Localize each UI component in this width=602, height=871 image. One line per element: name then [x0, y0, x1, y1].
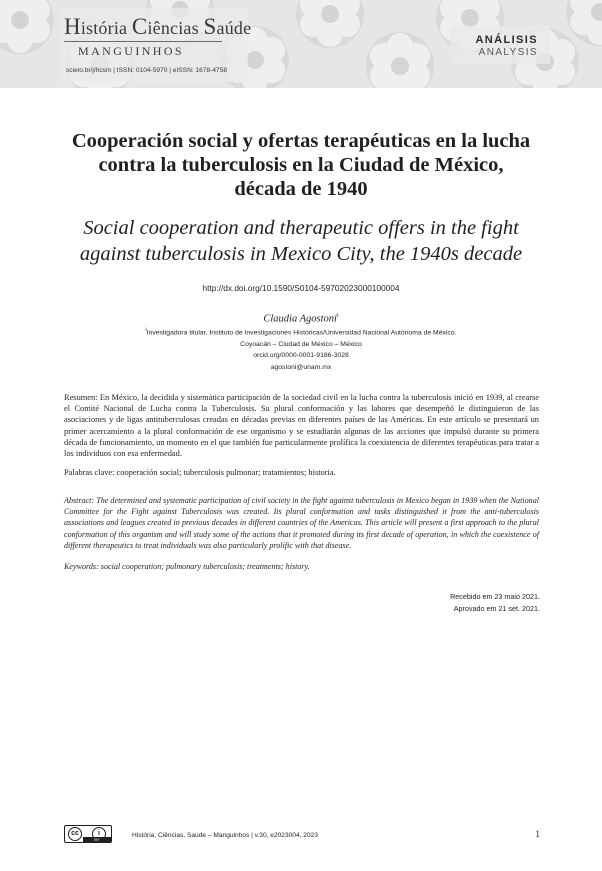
- journal-header: [0, 0, 602, 88]
- orcid-link[interactable]: orcid.org/0000-0001-9186-3028: [253, 352, 349, 360]
- affiliation-marker: i: [145, 327, 147, 333]
- keywords-es: Palabras clave: cooperación social; tuberculosis pulmonar; tratamientos; historia.: [64, 468, 336, 477]
- logo-divider: [64, 41, 222, 42]
- cc-icon: cc: [68, 827, 82, 841]
- author-affil-marker: i: [336, 313, 339, 319]
- page-footer: [64, 825, 540, 845]
- journal-logo: [64, 14, 252, 58]
- journal-logo-title: História Ciências Saúde: [64, 14, 252, 39]
- approved-date: Aprovado em 21 set. 2021.: [453, 604, 540, 613]
- page-number: 1: [535, 830, 540, 840]
- received-date: Recebido em 23 maio 2021.: [450, 592, 540, 601]
- section-label-es: ANÁLISIS: [475, 34, 538, 46]
- submission-dates: [450, 591, 540, 615]
- affiliation-line-1: [60, 325, 542, 339]
- abstract-es: Resumen: En México, la decidida y sistemática participación de la sociedad civil en la lucha contra la tuberculosis inició en 1939, al crearse el Comité Nacional de Lucha contra la Tuberculosis. Su plural conformación y las labores que desempeñó le distinguieron de las asociaciones y de ligas antituberculosas creadas en décadas previas en diferentes países de las Américas. En este artículo se presentará un primer acercamiento a la plural conformación de ese organismo y se estudiarán algunas de las acciones que impulsó durante su primera década de funcionamiento, un momento en el que también fue particularmente prolífica la coexistencia de diferentes terapéuticas para tratar a los individuos con esa enfermedad.: [64, 393, 539, 459]
- attribution-person-icon: i: [92, 827, 106, 841]
- author-email[interactable]: agostoni@unam.mx: [270, 363, 332, 371]
- journal-logo-subtitle: MANGUINHOS: [78, 44, 185, 58]
- license-by-label: BY: [83, 837, 111, 842]
- author-name-text: Claudia Agostoni: [263, 313, 337, 325]
- article-title-es: Cooperación social y ofertas terapéuticas en la lucha contra la tuberculosis en la Ciudad de México, década de 1940: [71, 130, 531, 200]
- affiliation-text: Investigadora titular, Instituto de Investigaciones Históricas/Universidad Nacional Autónoma de México.: [146, 329, 457, 337]
- cc-by-license-icon[interactable]: [64, 825, 112, 843]
- abstract-en: Abstract: The determined and systematic participation of civil society in the fight against tuberculosis in Mexico began in 1939 when the National Committee for the Fight against Tuberculosis was created. Its plural conformation and tasks distinguished it from the anti-tuberculosis associations and leagues created in previous decades in different countries of the Americas. This article will present a first approach to the plural conformation of this organism and will study some of the actions that it promoted during its first decade of operation, in which the coexistence of different therapeutics to treat individuals was also particularly prolific with that disease.: [64, 496, 539, 550]
- article-title-en: Social cooperation and therapeutic offers in the fight against tuberculosis in Mexico City, the 1940s decade: [79, 217, 523, 265]
- section-label: [475, 34, 538, 58]
- issn-line: scielo.br/j/hcsm | ISSN: 0104-5970 | eISSN: 1678-4758: [66, 67, 228, 74]
- journal-citation: História, Ciências, Saúde – Manguinhos | v.30, e2023004, 2023: [132, 832, 318, 839]
- section-label-en: ANALYSIS: [478, 47, 538, 58]
- keywords-en: Keywords: social cooperation; pulmonary tuberculosis; treatments; history.: [64, 562, 310, 571]
- affiliation-line-2: Coyoacán – Ciudad de México – México: [240, 340, 362, 348]
- doi-link[interactable]: http://dx.doi.org/10.1590/S0104-59702023000100004: [202, 283, 400, 293]
- author-affiliation: [60, 325, 542, 373]
- author-name: [0, 313, 602, 325]
